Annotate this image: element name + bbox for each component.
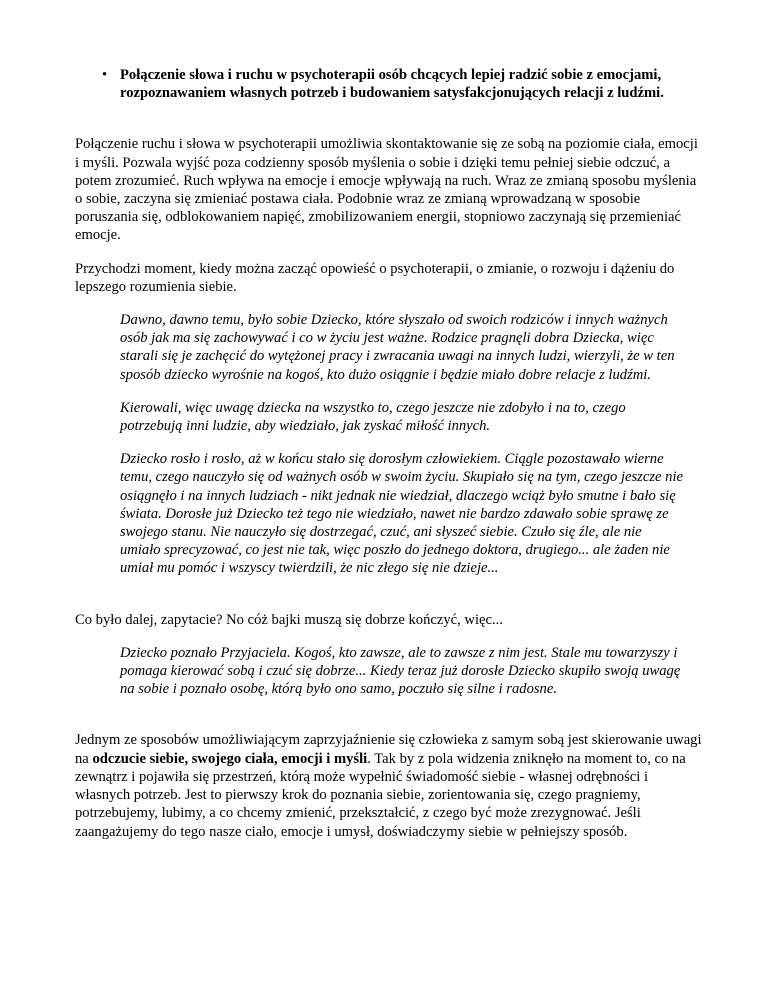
closing-text-start: Jednym ze sposobów umożliwiającym zaprzyjaźnienie się człowieka z samym sobą jest skierowanie uwagi na bbox=[75, 732, 702, 767]
document-heading: Połączenie słowa i ruchu w psychoterapii osób chcących lepiej radzić sobie z emocjami, rozpoznawaniem własnych potrzeb i budowaniem satysfakcjonujących relacji z ludźmi. bbox=[120, 67, 664, 102]
story-paragraph-2: Kierowali, więc uwagę dziecka na wszystko to, czego jeszcze nie zdobyło i na to, czego potrzebują inni ludzie, aby wiedziało, jak zyskać miłość innych. bbox=[120, 399, 626, 435]
bullet-icon: • bbox=[102, 67, 108, 83]
story-ending-block bbox=[120, 644, 683, 699]
heading-list-item bbox=[75, 66, 703, 102]
closing-text-end: . Tak by z pola widzenia zniknęło na moment to, co na zewnątrz i pojawiła się przestrzeń, którą może wypełnić świadomość siebie - własnej odrębności i własnych potrzeb. Jest to pierwszy krok do poznania siebie, zorientowania się, czego pragniemy, potrzebujemy, lubimy, a co chcemy zmienić, przekształcić, z czego być może zrezygnować. Jeśli zaangażujemy do tego nasze ciało, emocje i umysł, doświadczymy siebie w pełniejszy sposób. bbox=[75, 750, 686, 840]
closing-emphasis: odczucie siebie, swojego ciała, emocji i myśli bbox=[92, 750, 368, 767]
document-page bbox=[75, 66, 703, 856]
story-paragraph-4: Dziecko poznało Przyjaciela. Kogoś, kto zawsze, ale to zawsze z nim jest. Stale mu towarzyszy i pomaga kierować sobą i czuć się dobrze... Kiedy teraz już dorosłe Dziecko skupiło swoją uwagę na sobie i poznało osobę, którą było ono samo, poczuło się silne i radosne. bbox=[120, 644, 681, 698]
story-intro-paragraph: Przychodzi moment, kiedy można zacząć opowieść o psychoterapii, o zmianie, o rozwoju i dążeniu do lepszego rozumienia siebie. bbox=[75, 260, 675, 295]
closing-paragraph bbox=[75, 731, 703, 840]
story-paragraph-3: Dziecko rosło i rosło, aż w końcu stało się dorosłym człowiekiem. Ciągle pozostawało wierne temu, czego nauczyło się od ważnych osób w swoim życiu. Skupiało się na tym, czego jeszcze nie osiągnęło i na innych ludziach - nikt jednak nie wiedział, dlaczego wciąż było smutne i bało się świata. Dorosłe już Dziecko też tego nie wiedziało, nawet nie bardzo zdawało sobie sprawę ze swojego stanu. Nie nauczyło się dostrzegać, czuć, ani słyszeć siebie. Czuło się źle, ale nie umiało sprecyzować, co jest nie tak, więc poszło do jednego doktora, drugiego... ale żaden nie umiał mu pomóc i wszyscy twierdzili, że nic złego się nie dzieje... bbox=[120, 451, 683, 577]
story-quote-block bbox=[120, 311, 683, 578]
continuation-paragraph: Co było dalej, zapytacie? No cóż bajki muszą się dobrze kończyć, więc... bbox=[75, 611, 503, 628]
intro-paragraph: Połączenie ruchu i słowa w psychoterapii umożliwia skontaktowanie się ze sobą na poziomie ciała, emocji i myśli. Pozwala wyjść poza codzienny sposób myślenia o sobie i dzięki temu pełniej siebie odczuć, a potem zrozumieć. Ruch wpływa na emocje i emocje wpływają na ruch. Wraz ze zmianą sposobu myślenia o sobie, zaczyna się zmieniać postawa ciała. Podobnie wraz ze zmianą wprowadzaną w sposobie poruszania się, odblokowaniem napięć, zmobilizowaniem energii, stopniowo zaczynają się przemieniać emocje. bbox=[75, 136, 698, 244]
story-paragraph-1: Dawno, dawno temu, było sobie Dziecko, które słyszało od swoich rodziców i innych ważnych osób jak ma się zachowywać i co w życiu jest ważne. Rodzice pragnęli dobra Dziecka, więc starali się je zachęcić do wytężonej pracy i zwracania uwagi na innych ludzi, wierzyli, że w ten sposób dziecko wyrośnie na kogoś, kto dużo osiągnie i będzie miało dobre relacje z ludźmi. bbox=[120, 312, 675, 383]
